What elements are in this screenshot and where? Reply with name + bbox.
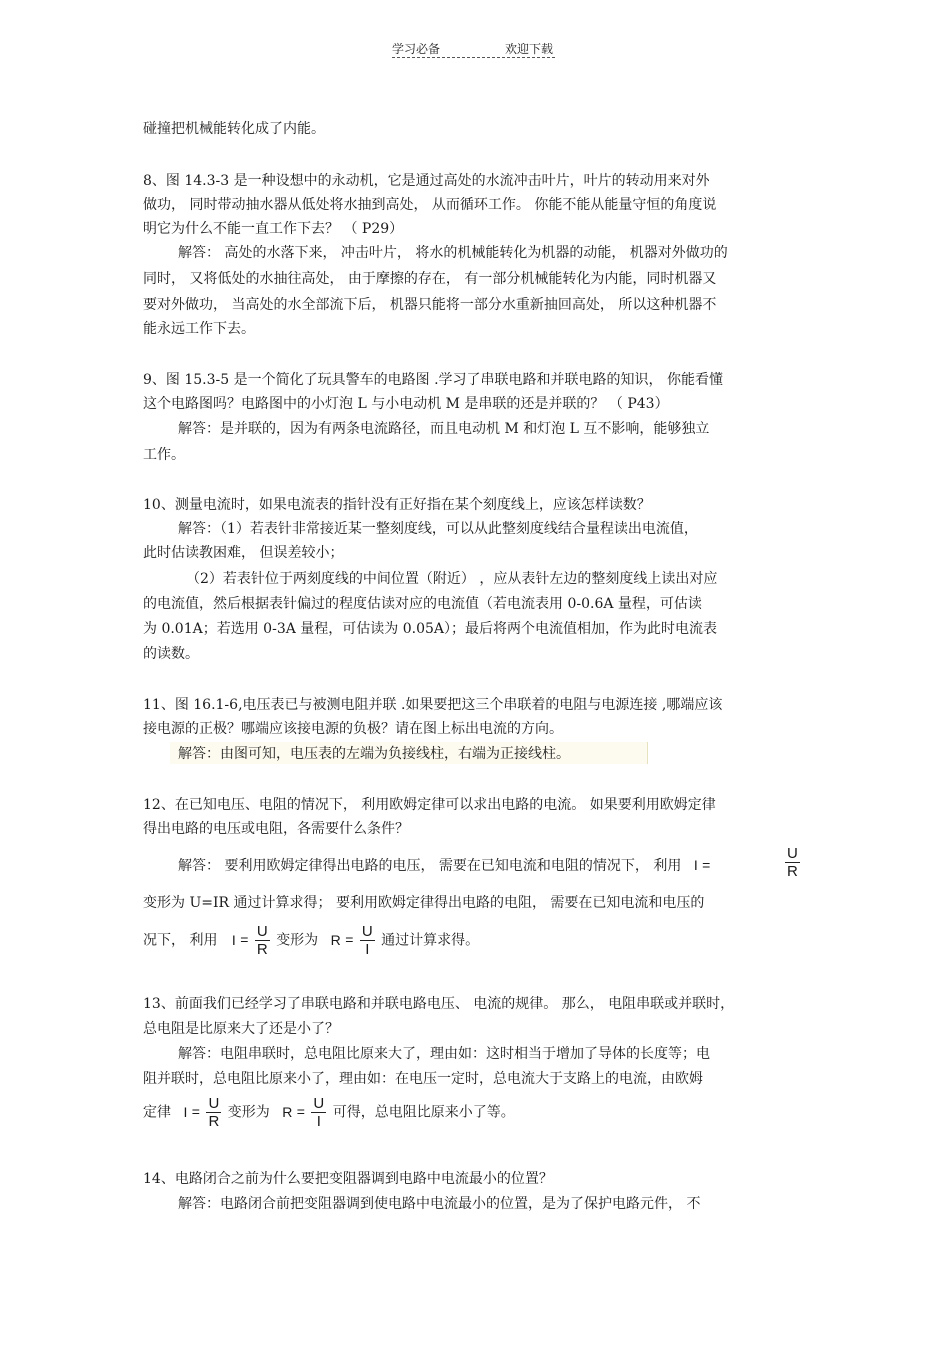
denominator: R — [208, 1113, 220, 1130]
answer-11: 解答：由图可知，电压表的左端为负接线柱，右端为正接线柱。 — [178, 746, 570, 762]
question-10: 10、测量电流时，如果电流表的指针没有正好指在某个刻度线上，应该怎样读数？ — [143, 497, 651, 513]
denominator: I — [316, 1113, 321, 1130]
fraction-u-over-i — [311, 1095, 326, 1130]
text-line: 这个电路图吗？电路图中的小灯泡 L 与小电动机 M 是串联的还是并联的？ （ P43） — [143, 396, 669, 412]
fraction-u-over-r — [206, 1095, 221, 1130]
text-line: 能永远工作下去。 — [143, 321, 255, 337]
text: 变形为 — [227, 1104, 270, 1121]
numerator: U — [787, 845, 798, 862]
formula-symbol: = — [240, 931, 249, 948]
formula-symbol: = — [191, 1103, 200, 1120]
text-line: 工作。 — [143, 447, 185, 463]
text-line: 要对外做功， 当高处的水全部流下后， 机器只能将一部分水重新抽回高处， 所以这种机器不 — [143, 297, 717, 313]
header-right: 欢迎下载 — [505, 42, 554, 56]
text-line: 做功， 同时带动抽水器从低处将水抽到高处， 从而循环工作。 你能不能从能量守恒的角度说 — [143, 197, 717, 213]
formula-symbol: I — [183, 1103, 188, 1120]
text-line: 为 0.01A；若选用 0-3A 量程，可估读为 0.05A）；最后将两个电流值相加，作为此时电流表 — [143, 621, 718, 637]
numerator: U — [256, 923, 268, 940]
text-line: 变形为 U=IR 通过计算求得； 要利用欧姆定律得出电路的电阻， 需要在已知电流和电压的 — [143, 895, 705, 911]
text: 通过计算求得。 — [381, 932, 480, 949]
question-11: 11、图 16.1-6,电压表已与被测电阻并联 .如果要把这三个串联着的电阻与电源连接 ,哪端应该 — [143, 697, 723, 713]
numerator: U — [208, 1095, 220, 1112]
formula-symbol: R — [282, 1103, 293, 1120]
text: 可得，总电阻比原来小了等。 — [332, 1104, 515, 1121]
denominator: R — [256, 941, 268, 958]
question-9: 9、图 15.3-5 是一个简化了玩具警车的电路图 .学习了串联电路和并联电路的知识， 你能看懂 — [143, 372, 723, 388]
question-14: 14、电路闭合之前为什么要把变阻器调到电路中电流最小的位置？ — [143, 1171, 553, 1187]
fraction-u-over-r — [785, 845, 800, 880]
text-line: 的读数。 — [143, 646, 199, 662]
formula-symbol: I — [693, 857, 698, 873]
answer-14: 解答：电路闭合前把变阻器调到使电路中电流最小的位置，是为了保护电路元件， 不 — [178, 1196, 701, 1212]
header-divider — [392, 57, 555, 58]
formula-symbol: R — [330, 931, 341, 948]
formula-symbol: = — [345, 931, 354, 948]
answer-8: 解答： 高处的水落下来， 冲击叶片， 将水的机械能转化为机器的动能， 机器对外做功的 — [178, 245, 728, 261]
text-line: 此时估读教困难， 但误差较小； — [143, 545, 344, 561]
question-8: 8、图 14.3-3 是一种设想中的永动机，它是通过高处的水流冲击叶片，叶片的转动用来对外 — [143, 173, 710, 189]
denominator: R — [787, 863, 798, 880]
answer-13: 解答：电阻串联时，总电阻比原来大了，理由如：这时相当于增加了导体的长度等；电 — [178, 1046, 710, 1062]
numerator: U — [313, 1095, 325, 1112]
text-line: 碰撞把机械能转化成了内能。 — [143, 121, 325, 137]
text: 变形为 — [276, 932, 319, 949]
formula-symbol: = — [702, 857, 711, 873]
text-line: 同时， 又将低处的水抽往高处， 由于摩擦的存在， 有一部分机械能转化为内能，同时机器又 — [143, 271, 717, 287]
denominator: I — [365, 941, 370, 958]
text-line: 接电源的正极？哪端应该接电源的负极？请在图上标出电流的方向。 — [143, 721, 563, 737]
formula-symbol: = — [296, 1103, 305, 1120]
formula-symbol: I — [231, 931, 236, 948]
text: 况下， 利用 — [143, 932, 218, 949]
text-line: 总电阻是比原来大了还是小了？ — [143, 1021, 339, 1037]
text-line: 的电流值，然后根据表针偏过的程度估读对应的电流值（若电流表用 0-0.6A 量程，可估读 — [143, 596, 702, 612]
numerator: U — [361, 923, 373, 940]
fraction-u-over-i — [360, 923, 375, 958]
header-left: 学习必备 — [392, 42, 441, 56]
question-13: 13、前面我们已经学习了串联电路和并联电路电压、 电流的规律。 那么， 电阻串联或并联时， — [143, 996, 735, 1012]
answer-12 — [178, 856, 710, 875]
formula-line — [143, 923, 479, 958]
answer-text: 解答： 要利用欧姆定律得出电路的电压， 需要在已知电流和电阻的情况下， 利用 — [178, 858, 682, 874]
text-line: 得出电路的电压或电阻，各需要什么条件？ — [143, 821, 409, 837]
question-12: 12、在已知电压、电阻的情况下， 利用欧姆定律可以求出电路的电流。 如果要利用欧姆定律 — [143, 797, 716, 813]
text-line: 阻并联时，总电阻比原来小了，理由如：在电压一定时，总电流大于支路上的电流，由欧姆 — [143, 1071, 703, 1087]
text-line: （2）若表针位于两刻度线的中间位置（附近） ，应从表针左边的整刻度线上读出对应 — [186, 571, 718, 587]
text: 定律 — [143, 1104, 171, 1121]
answer-9: 解答：是并联的，因为有两条电流路径，而且电动机 M 和灯泡 L 互不影响，能够独立 — [178, 421, 710, 437]
formula-line — [143, 1095, 515, 1130]
fraction-u-over-r — [255, 923, 270, 958]
text-line: 明它为什么不能一直工作下去？ （ P29） — [143, 221, 404, 237]
answer-10: 解答：（1）若表针非常接近某一整刻度线，可以从此整刻度线结合量程读出电流值， — [178, 521, 698, 537]
